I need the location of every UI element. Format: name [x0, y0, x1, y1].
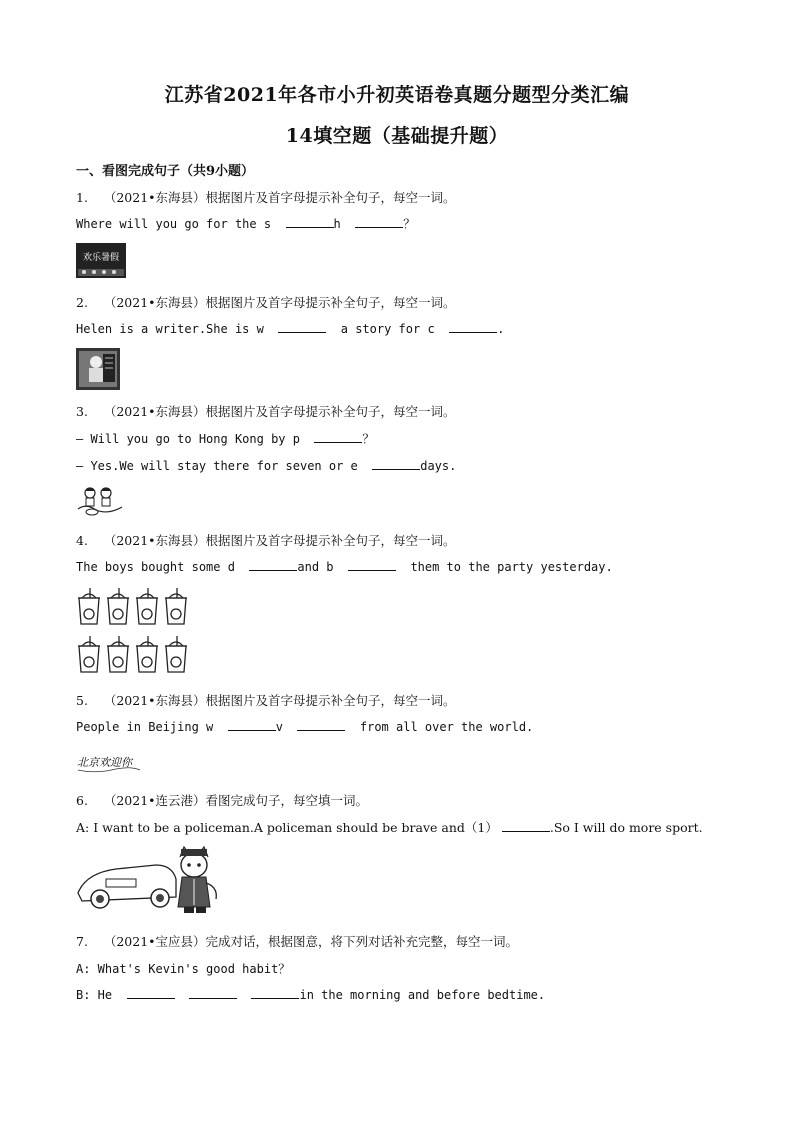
answer-blank[interactable] [189, 987, 237, 999]
question-3-sentence-b: — Yes.We will stay there for seven or e days. [76, 459, 457, 473]
question-4-sentence: The boys bought some d and b them to the party yesterday. [76, 560, 613, 574]
summer-holiday-sign-text: 欢乐暑假 [82, 253, 120, 263]
question-5-header: 5. （2021•东海县）根据图片及首字母提示补全句子，每空一词。 [76, 693, 456, 708]
answer-blank[interactable] [355, 216, 403, 228]
section-heading: 一、看图完成句子（共9小题） [76, 164, 255, 179]
answer-blank[interactable] [314, 431, 362, 443]
question-5-sentence: People in Beijing w v from all over the world. [76, 720, 534, 734]
question-4-header: 4. （2021•东海县）根据图片及首字母提示补全句子，每空一词。 [76, 533, 456, 548]
question-7-line-a: A: What's Kevin's good habit？ [76, 962, 291, 976]
policeman-cat-image [76, 843, 222, 915]
answer-blank[interactable] [348, 559, 396, 571]
writer-book-image [76, 348, 120, 390]
question-3-header: 3. （2021•东海县）根据图片及首字母提示补全句子，每空一词。 [76, 404, 456, 419]
answer-blank[interactable] [249, 559, 297, 571]
question-1-header: 1. （2021•东海县）根据图片及首字母提示补全句子，每空一词。 [76, 190, 456, 205]
beijing-welcome-image [76, 748, 142, 774]
answer-blank[interactable] [372, 458, 420, 470]
drink-cups-image [76, 588, 194, 678]
question-6-header: 6. （2021•连云港）看图完成句子，每空填一词。 [76, 793, 369, 808]
question-6-sentence: A: I want to be a policeman.A policeman should be brave and（1） .So I will do more sport. [76, 820, 703, 835]
document-subtitle: 14填空题（基础提升题） [285, 125, 509, 147]
answer-blank[interactable] [297, 719, 345, 731]
document-title: 江苏省2021年各市小升初英语卷真题分题型分类汇编 [164, 84, 630, 106]
answer-blank[interactable] [228, 719, 276, 731]
answer-blank[interactable] [251, 987, 299, 999]
question-7-header: 7. （2021•宝应县）完成对话，根据图意，将下列对话补充完整，每空一词。 [76, 934, 519, 949]
question-1-sentence: Where will you go for the s h ？ [76, 217, 416, 231]
question-2-sentence: Helen is a writer.She is w a story for c . [76, 322, 505, 336]
children-travel-image [76, 485, 126, 517]
summer-holiday-sign-image [76, 243, 126, 278]
answer-blank[interactable] [502, 820, 550, 832]
answer-blank[interactable] [449, 321, 497, 333]
beijing-welcome-text: 北京欢迎你 [77, 756, 132, 769]
answer-blank[interactable] [127, 987, 175, 999]
answer-blank[interactable] [286, 216, 334, 228]
answer-blank[interactable] [278, 321, 326, 333]
question-2-header: 2. （2021•东海县）根据图片及首字母提示补全句子，每空一词。 [76, 295, 456, 310]
question-7-line-b: B: He in the morning and before bedtime. [76, 988, 546, 1002]
question-3-sentence-a: — Will you go to Hong Kong by p ？ [76, 432, 375, 446]
